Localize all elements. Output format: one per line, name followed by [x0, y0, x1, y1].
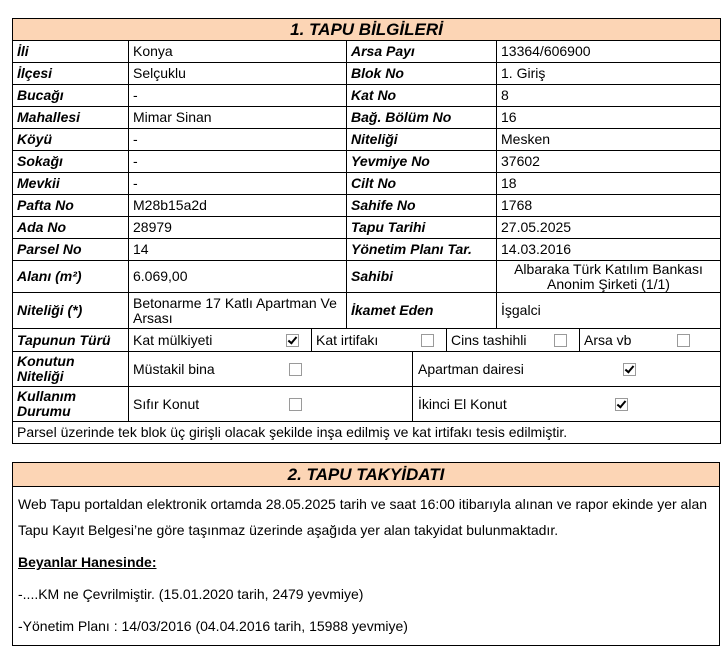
field-label: İlçesi [13, 63, 129, 85]
tapunun-turu-label: Tapunun Türü [13, 329, 129, 352]
field-value: 28979 [129, 217, 347, 239]
field-value: 8 [497, 85, 721, 107]
option-label: Müstakil bina [133, 360, 215, 377]
info-row [13, 107, 721, 129]
field-label: Köyü [13, 129, 129, 151]
field-label: Arsa Payı [347, 41, 497, 63]
field-value: 13364/606900 [497, 41, 721, 63]
info-row [13, 195, 721, 217]
konut-niteligi-label: Konutun Niteliği [13, 352, 129, 387]
field-value: Betonarme 17 Katlı Apartman Ve Arsası [129, 293, 347, 329]
checkbox-icon[interactable] [623, 363, 636, 376]
field-label: Sahife No [347, 195, 497, 217]
checkbox-icon[interactable] [286, 334, 299, 347]
option-ikinci-el-konut[interactable] [413, 387, 720, 421]
info-row [13, 151, 721, 173]
field-label: Bucağı [13, 85, 129, 107]
field-label: İli [13, 41, 129, 63]
checkbox-icon[interactable] [677, 334, 690, 347]
field-value: Mimar Sinan [129, 107, 347, 129]
field-value: 16 [497, 107, 721, 129]
checkbox-icon[interactable] [289, 398, 302, 411]
field-value: İşgalci [497, 293, 721, 329]
field-value: Mesken [497, 129, 721, 151]
field-label: Mevkii [13, 173, 129, 195]
field-value: Albaraka Türk Katılım Bankası Anonim Şirketi (1/1) [497, 261, 721, 293]
field-value: 37602 [497, 151, 721, 173]
info-row [13, 239, 721, 261]
info-row [13, 261, 721, 293]
checkbox-icon[interactable] [615, 398, 628, 411]
field-value: Selçuklu [129, 63, 347, 85]
option-label: Kat irtifakı [316, 331, 379, 348]
field-label: Ada No [13, 217, 129, 239]
beyan-line-2: -Yönetim Planı : 14/03/2016 (04.04.2016 tarih, 15988 yevmiye) [18, 618, 408, 634]
takyidat-intro: Web Tapu portaldan elektronik ortamda 28.05.2025 tarih ve saat 16:00 itibarıyla alınan ve rapor ekinde yer alan Tapu Kayıt Belgesi’ne göre taşınmaz üzerinde aşağıda yer alan takyidat bulunmaktadır. [18, 496, 708, 538]
parsel-note: Parsel üzerinde tek blok üç girişli olacak şekilde inşa edilmiş ve kat irtifakı tesis edilmiştir. [13, 422, 721, 444]
tapu-info-rows [13, 41, 721, 329]
field-value: - [129, 85, 347, 107]
option-label: Cins tashihli [451, 331, 527, 348]
info-row [13, 85, 721, 107]
field-label: Cilt No [347, 173, 497, 195]
field-label: Yönetim Planı Tar. [347, 239, 497, 261]
option-kat-irtifaki[interactable] [312, 329, 447, 351]
field-label: Kat No [347, 85, 497, 107]
info-row [13, 293, 721, 329]
field-value: 18 [497, 173, 721, 195]
section2-title: 2. TAPU TAKYİDATI [13, 463, 720, 487]
option-label: Sıfır Konut [133, 395, 200, 412]
option-label: Kat mülkiyeti [133, 331, 213, 348]
option-kat-mulkiyeti[interactable] [129, 329, 312, 351]
field-label: Bağ. Bölüm No [347, 107, 497, 129]
field-value: Konya [129, 41, 347, 63]
option-label: Apartman dairesi [418, 360, 524, 377]
field-label: Niteliği [347, 129, 497, 151]
field-label: Parsel No [13, 239, 129, 261]
field-label: Blok No [347, 63, 497, 85]
info-row [13, 217, 721, 239]
section1-title: 1. TAPU BİLGİLERİ [13, 19, 721, 41]
field-value: M28b15a2d [129, 195, 347, 217]
beyan-line-1: -....KM ne Çevrilmiştir. (15.01.2020 tarih, 2479 yevmiye) [18, 586, 364, 602]
field-label: Sahibi [347, 261, 497, 293]
field-value: 1. Giriş [497, 63, 721, 85]
field-value: - [129, 129, 347, 151]
field-value: - [129, 151, 347, 173]
field-label: Tapu Tarihi [347, 217, 497, 239]
checkbox-icon[interactable] [554, 334, 567, 347]
field-value: 27.05.2025 [497, 217, 721, 239]
option-arsa-vb[interactable] [580, 329, 720, 351]
info-row [13, 63, 721, 85]
tapu-bilgileri-table [12, 18, 721, 444]
checkbox-icon[interactable] [289, 363, 302, 376]
tapunun-turu-row [13, 329, 721, 352]
option-label: İkinci El Konut [418, 395, 507, 412]
info-row [13, 129, 721, 151]
kullanim-durumu-row [13, 387, 721, 422]
kullanim-durumu-label: Kullanım Durumu [13, 387, 129, 422]
field-label: Pafta No [13, 195, 129, 217]
field-value: 14.03.2016 [497, 239, 721, 261]
field-label: İkamet Eden [347, 293, 497, 329]
info-row [13, 41, 721, 63]
field-label: Niteliği (*) [13, 293, 129, 329]
field-label: Mahallesi [13, 107, 129, 129]
field-value: 14 [129, 239, 347, 261]
checkbox-icon[interactable] [421, 334, 434, 347]
option-label: Arsa vb [584, 331, 632, 348]
info-row [13, 173, 721, 195]
tapu-takyidati-table [12, 462, 720, 646]
field-label: Alanı (m²) [13, 261, 129, 293]
field-label: Sokağı [13, 151, 129, 173]
beyanlar-heading: Beyanlar Hanesinde: [18, 554, 157, 570]
option-cins-tashihli[interactable] [447, 329, 580, 351]
option-mustakil-bina[interactable] [129, 352, 413, 386]
field-value: 1768 [497, 195, 721, 217]
field-value: - [129, 173, 347, 195]
option-sifir-konut[interactable] [129, 387, 413, 421]
konut-niteligi-row [13, 352, 721, 387]
option-apartman-dairesi[interactable] [413, 352, 720, 386]
field-label: Yevmiye No [347, 151, 497, 173]
field-value: 6.069,00 [129, 261, 347, 293]
